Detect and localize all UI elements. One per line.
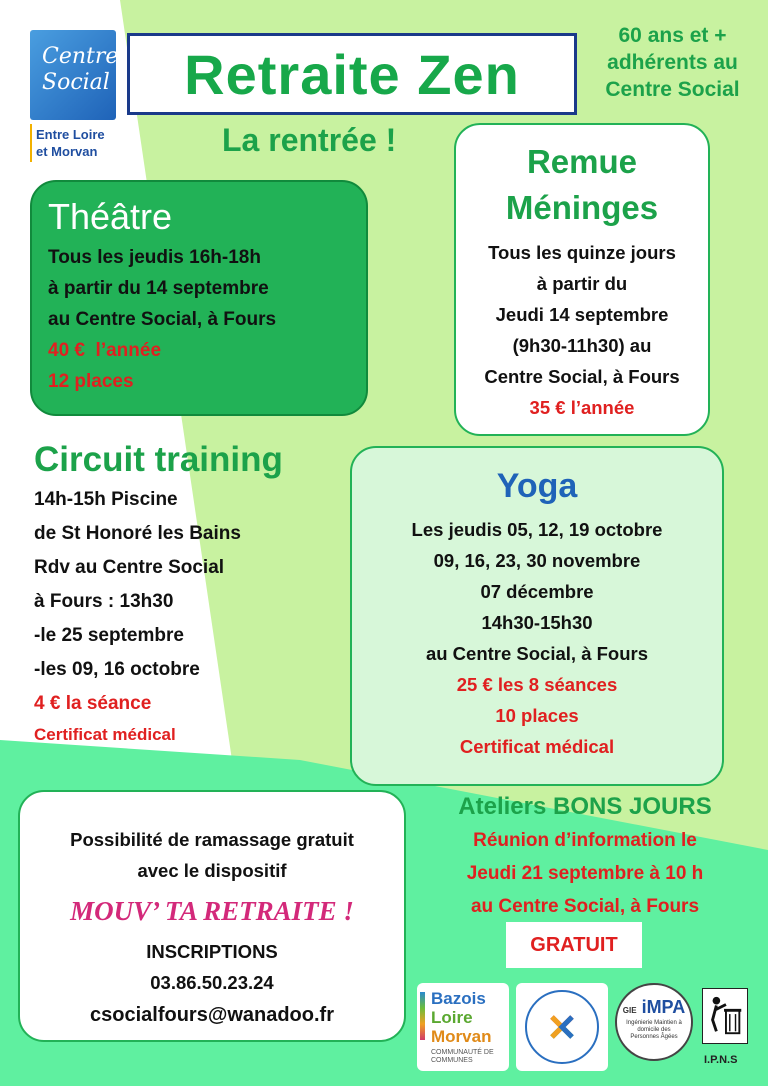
theatre-line: Tous les jeudis 16h-18h: [48, 247, 261, 268]
gratuit-badge: GRATUIT: [506, 922, 642, 968]
centre-social-logo: [30, 30, 119, 120]
ateliers-title: Ateliers BONS JOURS: [458, 793, 712, 820]
logo-subtitle: [30, 126, 105, 160]
yoga-line: Les jeudis 05, 12, 19 octobre: [411, 519, 663, 540]
transport-inscription-card: [18, 790, 406, 1042]
theatre-price: 40 € l’année: [48, 340, 162, 361]
audience-line: 60 ans et +: [618, 24, 727, 47]
trash-bin-icon: [702, 988, 748, 1044]
remue-line: Jeudi 14 septembre: [495, 304, 669, 325]
email-address: csocialfours@wanadoo.fr: [90, 1004, 334, 1026]
gie-impa-logo: [615, 983, 693, 1061]
logo-sub1: Entre Loire: [36, 127, 105, 142]
audience-note: [585, 22, 760, 103]
logo-line1: Centre: [42, 44, 119, 69]
subtitle: La rentrée !: [222, 122, 397, 158]
bazois-subtitle: COMMUNAUTÉ DE COMMUNES: [431, 1049, 494, 1064]
circuit-line: Rdv au Centre Social: [34, 557, 225, 578]
impa-name: GIE iMPA: [622, 997, 686, 1017]
remue-title-1: Remue: [526, 143, 638, 180]
audience-line: adhérents au: [607, 51, 738, 74]
remue-line: Centre Social, à Fours: [484, 366, 680, 387]
circuit-line: de St Honoré les Bains: [34, 523, 241, 544]
yoga-price: 25 € les 8 séances: [456, 674, 618, 695]
title-box: [127, 33, 577, 115]
bazois-loire-morvan-logo: [417, 983, 509, 1071]
yoga-line: au Centre Social, à Fours: [425, 643, 649, 664]
yoga-card: [350, 446, 724, 786]
page-title: Retraite Zen: [184, 42, 520, 106]
yoga-certificate: Certificat médical: [459, 736, 615, 757]
circuit-line: à Fours : 13h30: [34, 591, 174, 612]
yoga-line: 14h30-15h30: [481, 612, 593, 633]
inscriptions-label: INSCRIPTIONS: [146, 941, 278, 962]
theatre-line: au Centre Social, à Fours: [48, 309, 277, 330]
circuit-line: -les 09, 16 octobre: [34, 659, 200, 680]
transport-line: avec le dispositif: [137, 860, 287, 881]
theatre-places: 12 places: [48, 371, 134, 392]
circuit-line: -le 25 septembre: [34, 625, 184, 646]
logo-line2: Social: [42, 70, 110, 95]
theatre-line: à partir du 14 septembre: [48, 278, 269, 299]
circuit-certificate: Certificat médical: [34, 725, 176, 744]
remue-line: (9h30-11h30) au: [512, 335, 652, 356]
theatre-title: Théâtre: [48, 196, 173, 237]
circuit-title: Circuit training: [34, 440, 283, 479]
ateliers-bons-jours: [415, 790, 755, 923]
ateliers-line: au Centre Social, à Fours: [470, 896, 700, 917]
logo-sub2: et Morvan: [36, 144, 98, 159]
remue-price: 35 € l’année: [529, 397, 635, 418]
circuit-price: 4 € la séance: [34, 693, 152, 714]
transport-line: Possibilité de ramassage gratuit: [70, 829, 354, 850]
remue-title-2: Méninges: [505, 189, 659, 226]
conference-financeurs-logo: [516, 983, 608, 1071]
yoga-line: 07 décembre: [480, 581, 594, 602]
remue-meninges-card: [454, 123, 710, 436]
morvan-word: Morvan: [431, 1027, 492, 1046]
yoga-places: 10 places: [495, 705, 579, 726]
phone-number: 03.86.50.23.24: [150, 972, 274, 993]
remue-line: Tous les quinze jours: [488, 242, 676, 263]
theatre-card: [30, 180, 368, 416]
bazois-word: Bazois: [431, 989, 486, 1008]
circuit-line: 14h-15h Piscine: [34, 489, 178, 510]
bazois-color-bar: [420, 992, 425, 1040]
yoga-line: 09, 16, 23, 30 novembre: [433, 550, 641, 571]
impa-subtitle: Ingénierie Maintien à domicile des Personnes Âgées: [626, 1020, 682, 1040]
circuit-details: [34, 483, 334, 749]
remue-line: à partir du: [536, 273, 628, 294]
mouv-ta-retraite-label: MOUV’ TA RETRAITE !: [70, 896, 354, 926]
ateliers-line: Jeudi 21 septembre à 10 h: [466, 863, 704, 884]
ateliers-line: Réunion d’information le: [473, 830, 697, 851]
yoga-title: Yoga: [496, 467, 578, 505]
ipns-label: I.P.N.S: [704, 1054, 738, 1066]
loire-word: Loire: [431, 1008, 473, 1027]
audience-line: Centre Social: [605, 78, 740, 101]
